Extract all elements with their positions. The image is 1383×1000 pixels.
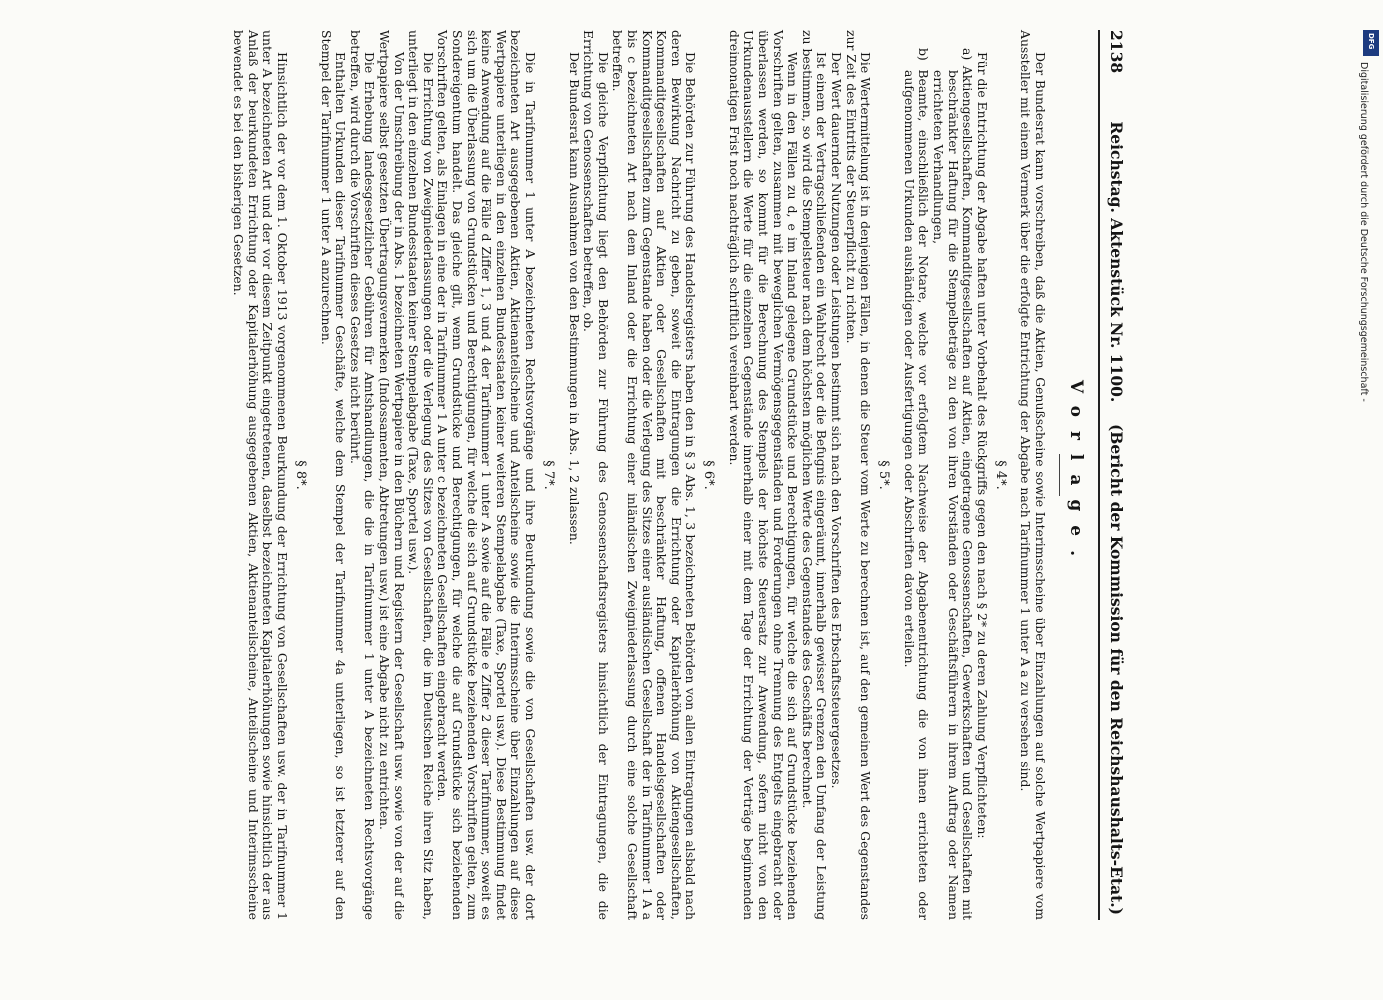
page-title: Vorlage.: [1066, 379, 1086, 571]
dfg-logo: DFG: [1363, 30, 1379, 56]
section-heading: § 5*.: [876, 460, 892, 490]
section-paragraph: Von der Umschreibung der in Abs. 1 bezeichneten Wertpapiere in den Büchern und Registern der Gesellschaft usw. sowie von der auf die Wertpapiere selbst gesetzten Übertragungsvermerken (Indossamenten, Abtretungen usw.) ist eine Abgabe nicht zu entrichten.: [377, 30, 407, 920]
list-item: a) Aktiengesellschaften, Kommanditgesellschaften auf Aktien, eingetragene Genossenschaften, Gewerkschaften und Gesellschaften mit beschränkter Haftung für die Stempelbeträge zu den von ihren Vorständen oder Geschäftsführern in ihrem Auftrag oder Namen errichteten Verhandlungen,: [931, 48, 976, 920]
section-heading: § 8*.: [293, 460, 309, 490]
title-rule: [1059, 454, 1060, 496]
section-paragraph: Die Wertermittelung ist in denjenigen Fällen, in denen die Steuer vom Werte zu berechnen ist, auf den gemeinen Wert des Gegenstandes zur Zeit des Eintritts der Steuerpflicht zu richten.: [843, 30, 874, 920]
header-right: (Bericht der Kommission für den Reichshaushalts-Etat.): [1107, 423, 1126, 915]
header-rule: [1098, 30, 1100, 920]
section-paragraph: Die Behörden zur Führung des Handelsregisters haben den in § 3 Abs. 1, 3 bezeichneten Behörden von allen Eintragungen alsbald nach deren Bewirkung Nachricht zu geben, soweit die Eintragungen die Errichtung oder Kapitalerhöhung von Aktiengesellschaften, Kommanditgesellschaften auf Aktien oder Gesellschaften mit beschränkter Haftung, offenen Handelsgesellschaften oder Kommanditgesellschaften zum Gegenstande haben oder die Verlegung des Sitzes einer ausländischen Gesellschaft der in Tarifnummer 1 A a bis c bezeichneten Art nach dem Inland oder die Errichtung einer inländischen Zweigniederlassung durch eine solche Gesellschaft betreffen.: [610, 30, 699, 920]
page-body: [231, 30, 1130, 920]
section-paragraph: Die Erhebung landesgesetzlicher Gebühren für Amtshandlungen, die die in Tarifnummer 1 unter A bezeichneten Rechtsvorgänge betreffen, wird durch die Vorschriften dieses Gesetzes nicht berührt.: [347, 30, 378, 920]
page-header: [1102, 30, 1130, 920]
section-heading: § 4*.: [992, 460, 1008, 490]
section-paragraph: Wenn in den Fällen zu d, e im Inland gelegene Grundstücke und Berechtigungen, für welche die sich auf Grundstücke beziehenden Vorschriften gelten, zusammen mit beweglichen Vermögensgegenständen und Forderungen ohne Trennung des Entgelts eingebracht oder überlassen werden, so kommt für die Berechnung des Stempels der höchste Steuersatz zur Anwendung, sofern nicht von den Urkundenausstellern die Werte für die einzelnen Gegenstände innerhalb einer mit dem Tage der Errichtung der Verträge beginnenden dreimonatigen Frist noch nachträglich schriftlich vereinbart werden.: [726, 30, 801, 920]
list-item: b) Beamte, einschließlich der Notare, welche vor erfolgtem Nachweise der Abgabenentrichtung die von ihnen errichteten oder aufgenommenen Urkunden aushändigen oder Ausfertigungen oder Abschriften davon erteilen.: [901, 48, 932, 920]
stamp-text: Digitalisierung gefördert durch die Deutsche Forschungsgemeinschaft -: [1358, 62, 1369, 402]
section-paragraph: Der Bundesrat kann Ausnahmen von den Bestimmungen in Abs. 1, 2 zulassen.: [566, 52, 582, 545]
header-left: Reichstag. Aktenstück Nr. 1100.: [1107, 121, 1126, 403]
section-paragraph: Für die Entrichtung der Abgabe haften unter Vorbehalt des Rückgriffs gegen den nach § 2* zu deren Zahlung Verpflichteten:: [974, 52, 990, 839]
section-heading: § 6*.: [701, 460, 717, 490]
section-paragraph: Die Errichtung von Zweigniederlassungen oder die Verlegung des Sitzes von Gesellschaften, die im Deutschen Reiche ihren Sitz haben, unterliegt in den einzelnen Bundesstaaten keiner Stempelabgabe (Taxe, Sportel usw.).: [406, 30, 436, 920]
section-paragraph: Der Wert dauernder Nutzungen oder Leistungen bestimmt sich nach den Vorschriften des Erbschaftssteuergesetzes.: [829, 52, 845, 789]
section-paragraph: Die gleiche Verpflichtung liegt den Behörden zur Führung des Genossenschaftsregisters hinsichtlich der Eintragungen, die die Errichtung von Genossenschaften betreffen, ob.: [581, 30, 611, 920]
intro-paragraph: Der Bundesrat kann vorschreiben, daß die Aktien, Genußscheine sowie Interimsscheine über Einzahlungen auf solche Wertpapiere vom Aussteller mit einem Vermerk über die erfolgte Entrichtung der Abgabe nach Tarifnummer 1 unter A a zu versehen sind.: [1018, 30, 1048, 920]
digitization-stamp: [1358, 30, 1375, 402]
page-number: 2138: [1107, 30, 1126, 74]
section-heading: § 7*.: [540, 460, 556, 490]
section-paragraph: Die in Tarifnummer 1 unter A bezeichneten Rechtsvorgänge und ihre Beurkundung sowie die von Gesellschaften usw. der dort bezeichneten Art ausgegebenen Aktien, Aktienanteilscheine und Anteilscheine sowie die Interimsscheine über Einzahlungen auf diese Wertpapiere unterliegen in den einzelnen Bundesstaaten keiner weiteren Stempelabgabe (Taxe, Sportel usw.). Diese Bestimmung findet keine Anwendung auf die Fälle d Ziffer 1, 3 und 4 der Tarifnummer 1 unter A sowie auf die Fälle e Ziffer 2 dieser Tarifnummer, soweit es sich um die Überlassung von Grundstücken und Berechtigungen, für welche die sich auf Grundstücke beziehenden Vorschriften gelten, zum Sondereigentum handelt. Das gleiche gilt, wenn Grundstücke und Berechtigungen, für welche die auf Grundstücke sich beziehenden Vorschriften gelten, als Einlagen in eine der in Tarifnummer 1 A unter c bezeichneten Gesellschaften eingebracht werden.: [435, 30, 538, 920]
section-paragraph: Ist einem der Vertragschließenden ein Wahlrecht oder die Befugnis eingeräumt, innerhalb gewisser Grenzen den Umfang der Leistung zu bestimmen, so wird die Stempelsteuer nach dem höchsten möglichen Werte des Gegenstandes des Geschäfts berechnet.: [799, 30, 830, 920]
section-paragraph: Hinsichtlich der vor dem 1. Oktober 1913 vorgenommenen Beurkundung der Errichtung von Gesellschaften usw. der in Tarifnummer 1 unter A bezeichneten Art und der vor diesem Zeitpunkt eingetretenen, daselbst bezeichneten Kapitalerhöhungen sowie hinsichtlich der aus Anlaß der beurkundeten Errichtung oder Kapitalerhöhung ausgegebenen Aktien, Aktienanteilscheine, Anteilscheine und Interimsscheine bewendet es bei den bisherigen Gesetzen.: [231, 30, 291, 920]
section-paragraph: Enthalten Urkunden dieser Tarifnummer Geschäfte, welche dem Stempel der Tarifnummer 4a unterliegen, so ist letzterer auf den Stempel der Tarifnummer 1 unter A anzurechnen.: [318, 30, 349, 920]
